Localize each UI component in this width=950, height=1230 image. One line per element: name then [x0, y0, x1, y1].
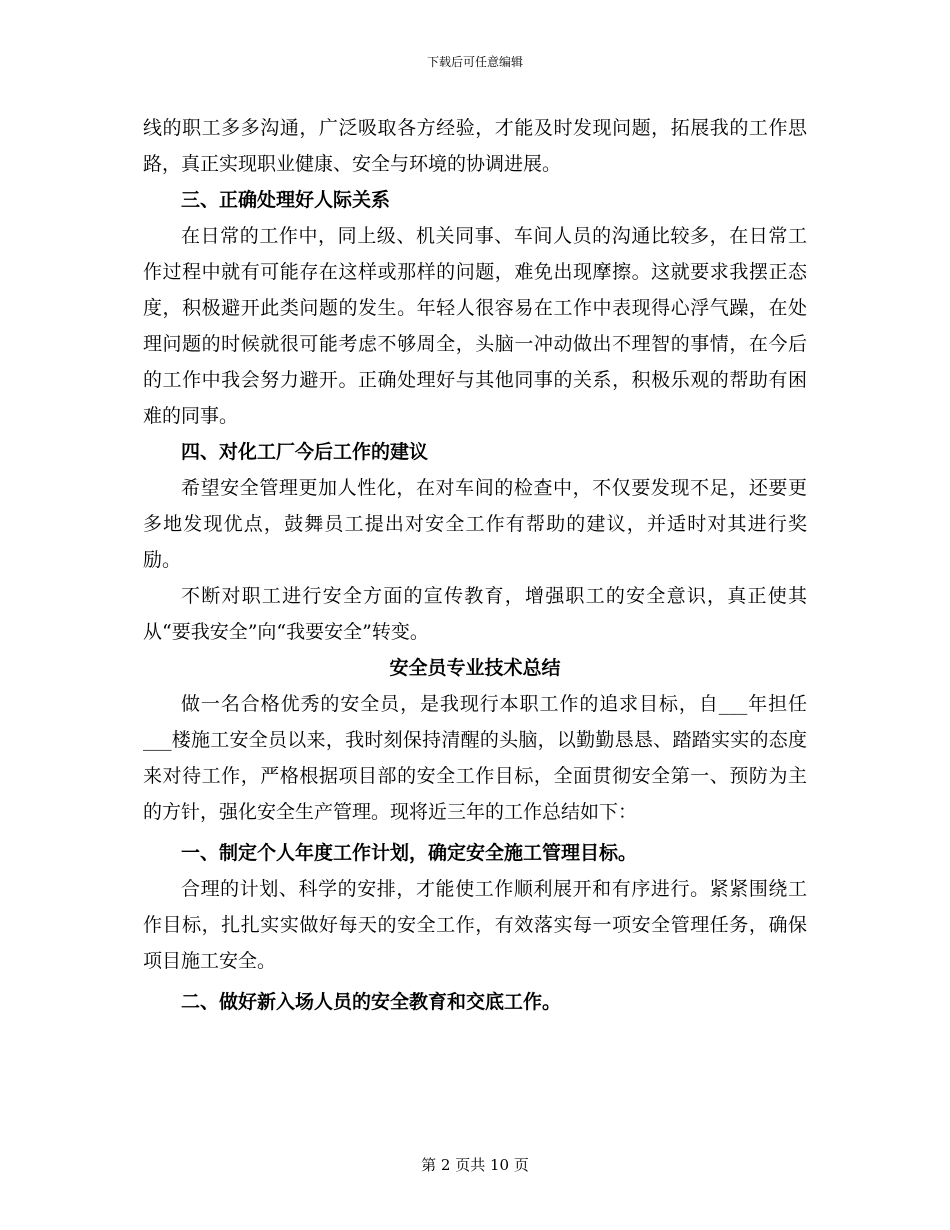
section-heading-four: 四、对化工厂今后工作的建议 [181, 441, 429, 463]
section-heading-three: 三、正确处理好人际关系 [181, 189, 391, 211]
section-heading-two: 二、做好新入场人员的安全教育和交底工作。 [181, 991, 562, 1013]
paragraph-intro: 做一名合格优秀的安全员，是我现行本职工作的追求目标，自___年担任___楼施工安全员以来，我时刻保持清醒的头脑，以勤勤恳恳、踏踏实实的态度来对待工作，严格根据项目部的安全工作目标，全面贯彻安全第一、预防为主的方针，强化安全生产管理。现将近三年的工作总结如下： [143, 693, 807, 823]
section-heading-one: 一、制定个人年度工作计划，确定安全施工管理目标。 [181, 842, 638, 864]
document-body [143, 110, 807, 1020]
paragraph-suggestion: 希望安全管理更加人性化，在对车间的检查中，不仅要发现不足，还要更多地发现优点，鼓舞员工提出对安全工作有帮助的建议，并适时对其进行奖励。 [143, 477, 807, 571]
paragraph-plan: 合理的计划、科学的安排，才能使工作顺利展开和有序进行。紧紧围绕工作目标，扎扎实实做好每天的安全工作，有效落实每一项安全管理任务，确保项目施工安全。 [143, 878, 807, 972]
page-header: 下载后可任意编辑 [426, 55, 523, 69]
document-title: 安全员专业技术总结 [389, 657, 561, 679]
paragraph-continuation: 线的职工多多沟通，广泛吸取各方经验，才能及时发现问题，拓展我的工作思路，真正实现职业健康、安全与环境的协调进展。 [143, 117, 807, 175]
paragraph-relationships: 在日常的工作中，同上级、机关同事、车间人员的沟通比较多，在日常工作过程中就有可能存在这样或那样的问题，难免出现摩擦。这就要求我摆正态度，积极避开此类问题的发生。年轻人很容易在工作中表现得心浮气躁，在处理问题的时候就很可能考虑不够周全，头脑一冲动做出不理智的事情，在今后的工作中我会努力避开。正确处理好与其他同事的关系，积极乐观的帮助有困难的同事。 [143, 225, 807, 427]
paragraph-education: 不断对职工进行安全方面的宣传教育，增强职工的安全意识，真正使其从“要我安全”向“我要安全”转变。 [143, 585, 807, 643]
page-footer: 第 2 页共 10 页 [421, 1156, 529, 1174]
